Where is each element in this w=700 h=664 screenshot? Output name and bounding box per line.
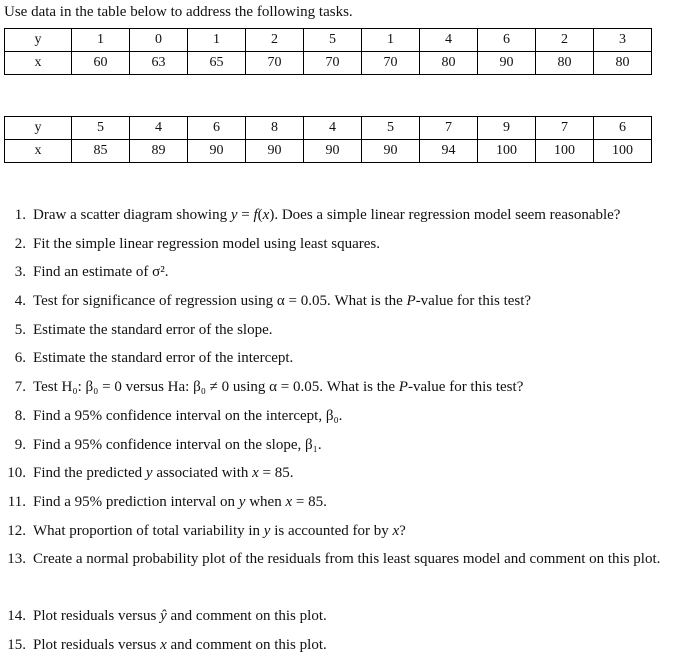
task-text: Draw a scatter diagram showing y = f(x). Does a simple linear regression model seem reasonable? bbox=[33, 207, 621, 223]
task-number: 1. bbox=[14, 207, 26, 223]
table-cell: 70 bbox=[246, 52, 304, 75]
table-cell: 85 bbox=[72, 140, 130, 163]
table-cell: 90 bbox=[362, 140, 420, 163]
table-cell: 60 bbox=[72, 52, 130, 75]
task-number: 3. bbox=[14, 264, 26, 281]
task-number: 11. bbox=[7, 493, 26, 510]
task-number: 6. bbox=[14, 350, 26, 367]
table-cell: 70 bbox=[304, 52, 362, 75]
table-cell: 65 bbox=[188, 52, 246, 75]
task-text: Find an estimate of σ². bbox=[33, 264, 169, 281]
task-text: Find a 95% confidence interval on the intercept, β₀. bbox=[33, 407, 343, 424]
table-cell: 94 bbox=[420, 140, 478, 163]
row-label-y: y bbox=[5, 117, 72, 140]
table-row-x bbox=[5, 52, 652, 75]
table-cell: 100 bbox=[536, 140, 594, 163]
instructions-heading: Use data in the table below to address the following tasks. bbox=[4, 4, 353, 20]
table-cell: 90 bbox=[246, 140, 304, 163]
task-number: 14. bbox=[7, 608, 26, 625]
task-text: Test for significance of regression using α = 0.05. What is the P-value for this test? bbox=[33, 293, 532, 310]
table-cell: 90 bbox=[304, 140, 362, 163]
task-text: Create a normal probability plot of the residuals from this least squares model and comment on this plot. bbox=[33, 551, 661, 568]
row-label-x: x bbox=[5, 140, 72, 163]
task-number: 15. bbox=[7, 636, 26, 653]
table-cell: 100 bbox=[594, 140, 652, 163]
task-text: Estimate the standard error of the slope. bbox=[33, 321, 273, 338]
table-cell: 90 bbox=[478, 52, 536, 75]
task-number: 8. bbox=[14, 407, 26, 424]
task-number: 12. bbox=[7, 522, 26, 539]
table-cell: 80 bbox=[536, 52, 594, 75]
table-cell: 89 bbox=[130, 140, 188, 163]
table-cell: 6 bbox=[594, 117, 652, 140]
table-row-y bbox=[5, 29, 652, 52]
row-label-x: x bbox=[5, 52, 72, 75]
task-text: Estimate the standard error of the intercept. bbox=[33, 350, 294, 367]
task-text: Fit the simple linear regression model using least squares. bbox=[33, 235, 381, 252]
task-text: Test H₀: β₀ = 0 versus Ha: β₀ ≠ 0 using α = 0.05. What is the P-value for this test? bbox=[33, 379, 524, 396]
table-cell: 5 bbox=[362, 117, 420, 140]
task-number: 4. bbox=[14, 293, 26, 310]
data-table-2 bbox=[4, 116, 652, 163]
task-text: Plot residuals versus ŷ and comment on this plot. bbox=[33, 608, 327, 625]
table-cell: 5 bbox=[304, 29, 362, 52]
data-table-1 bbox=[4, 28, 652, 75]
task-text: Find the predicted y associated with x = 85. bbox=[33, 465, 294, 482]
row-label-y: y bbox=[5, 29, 72, 52]
table-cell: 80 bbox=[594, 52, 652, 75]
table-cell: 70 bbox=[362, 52, 420, 75]
table-cell: 4 bbox=[304, 117, 362, 140]
table-row-x bbox=[5, 140, 652, 163]
task-text: Plot residuals versus x and comment on this plot. bbox=[33, 636, 327, 653]
task-text: Find a 95% prediction interval on y when x = 85. bbox=[33, 493, 327, 510]
task-number: 9. bbox=[14, 436, 26, 453]
table-row-y bbox=[5, 117, 652, 140]
table-cell: 90 bbox=[188, 140, 246, 163]
task-text: What proportion of total variability in y is accounted for by x? bbox=[33, 522, 406, 539]
task-number: 13. bbox=[7, 551, 26, 568]
task-number: 10. bbox=[7, 465, 26, 482]
table-cell: 7 bbox=[536, 117, 594, 140]
table-cell: 5 bbox=[72, 117, 130, 140]
table-cell: 4 bbox=[130, 117, 188, 140]
table-cell: 1 bbox=[188, 29, 246, 52]
table-cell: 1 bbox=[72, 29, 130, 52]
table-cell: 2 bbox=[536, 29, 594, 52]
task-number: 5. bbox=[14, 321, 26, 338]
task-number: 7. bbox=[14, 379, 26, 396]
table-cell: 4 bbox=[420, 29, 478, 52]
table-cell: 100 bbox=[478, 140, 536, 163]
table-cell: 1 bbox=[362, 29, 420, 52]
table-cell: 6 bbox=[188, 117, 246, 140]
table-cell: 63 bbox=[130, 52, 188, 75]
table-cell: 3 bbox=[594, 29, 652, 52]
task-number: 2. bbox=[14, 235, 26, 252]
table-cell: 7 bbox=[420, 117, 478, 140]
table-cell: 9 bbox=[478, 117, 536, 140]
table-cell: 6 bbox=[478, 29, 536, 52]
table-cell: 0 bbox=[130, 29, 188, 52]
table-cell: 8 bbox=[246, 117, 304, 140]
table-cell: 80 bbox=[420, 52, 478, 75]
task-text: Find a 95% confidence interval on the slope, β₁. bbox=[33, 436, 322, 453]
table-cell: 2 bbox=[246, 29, 304, 52]
